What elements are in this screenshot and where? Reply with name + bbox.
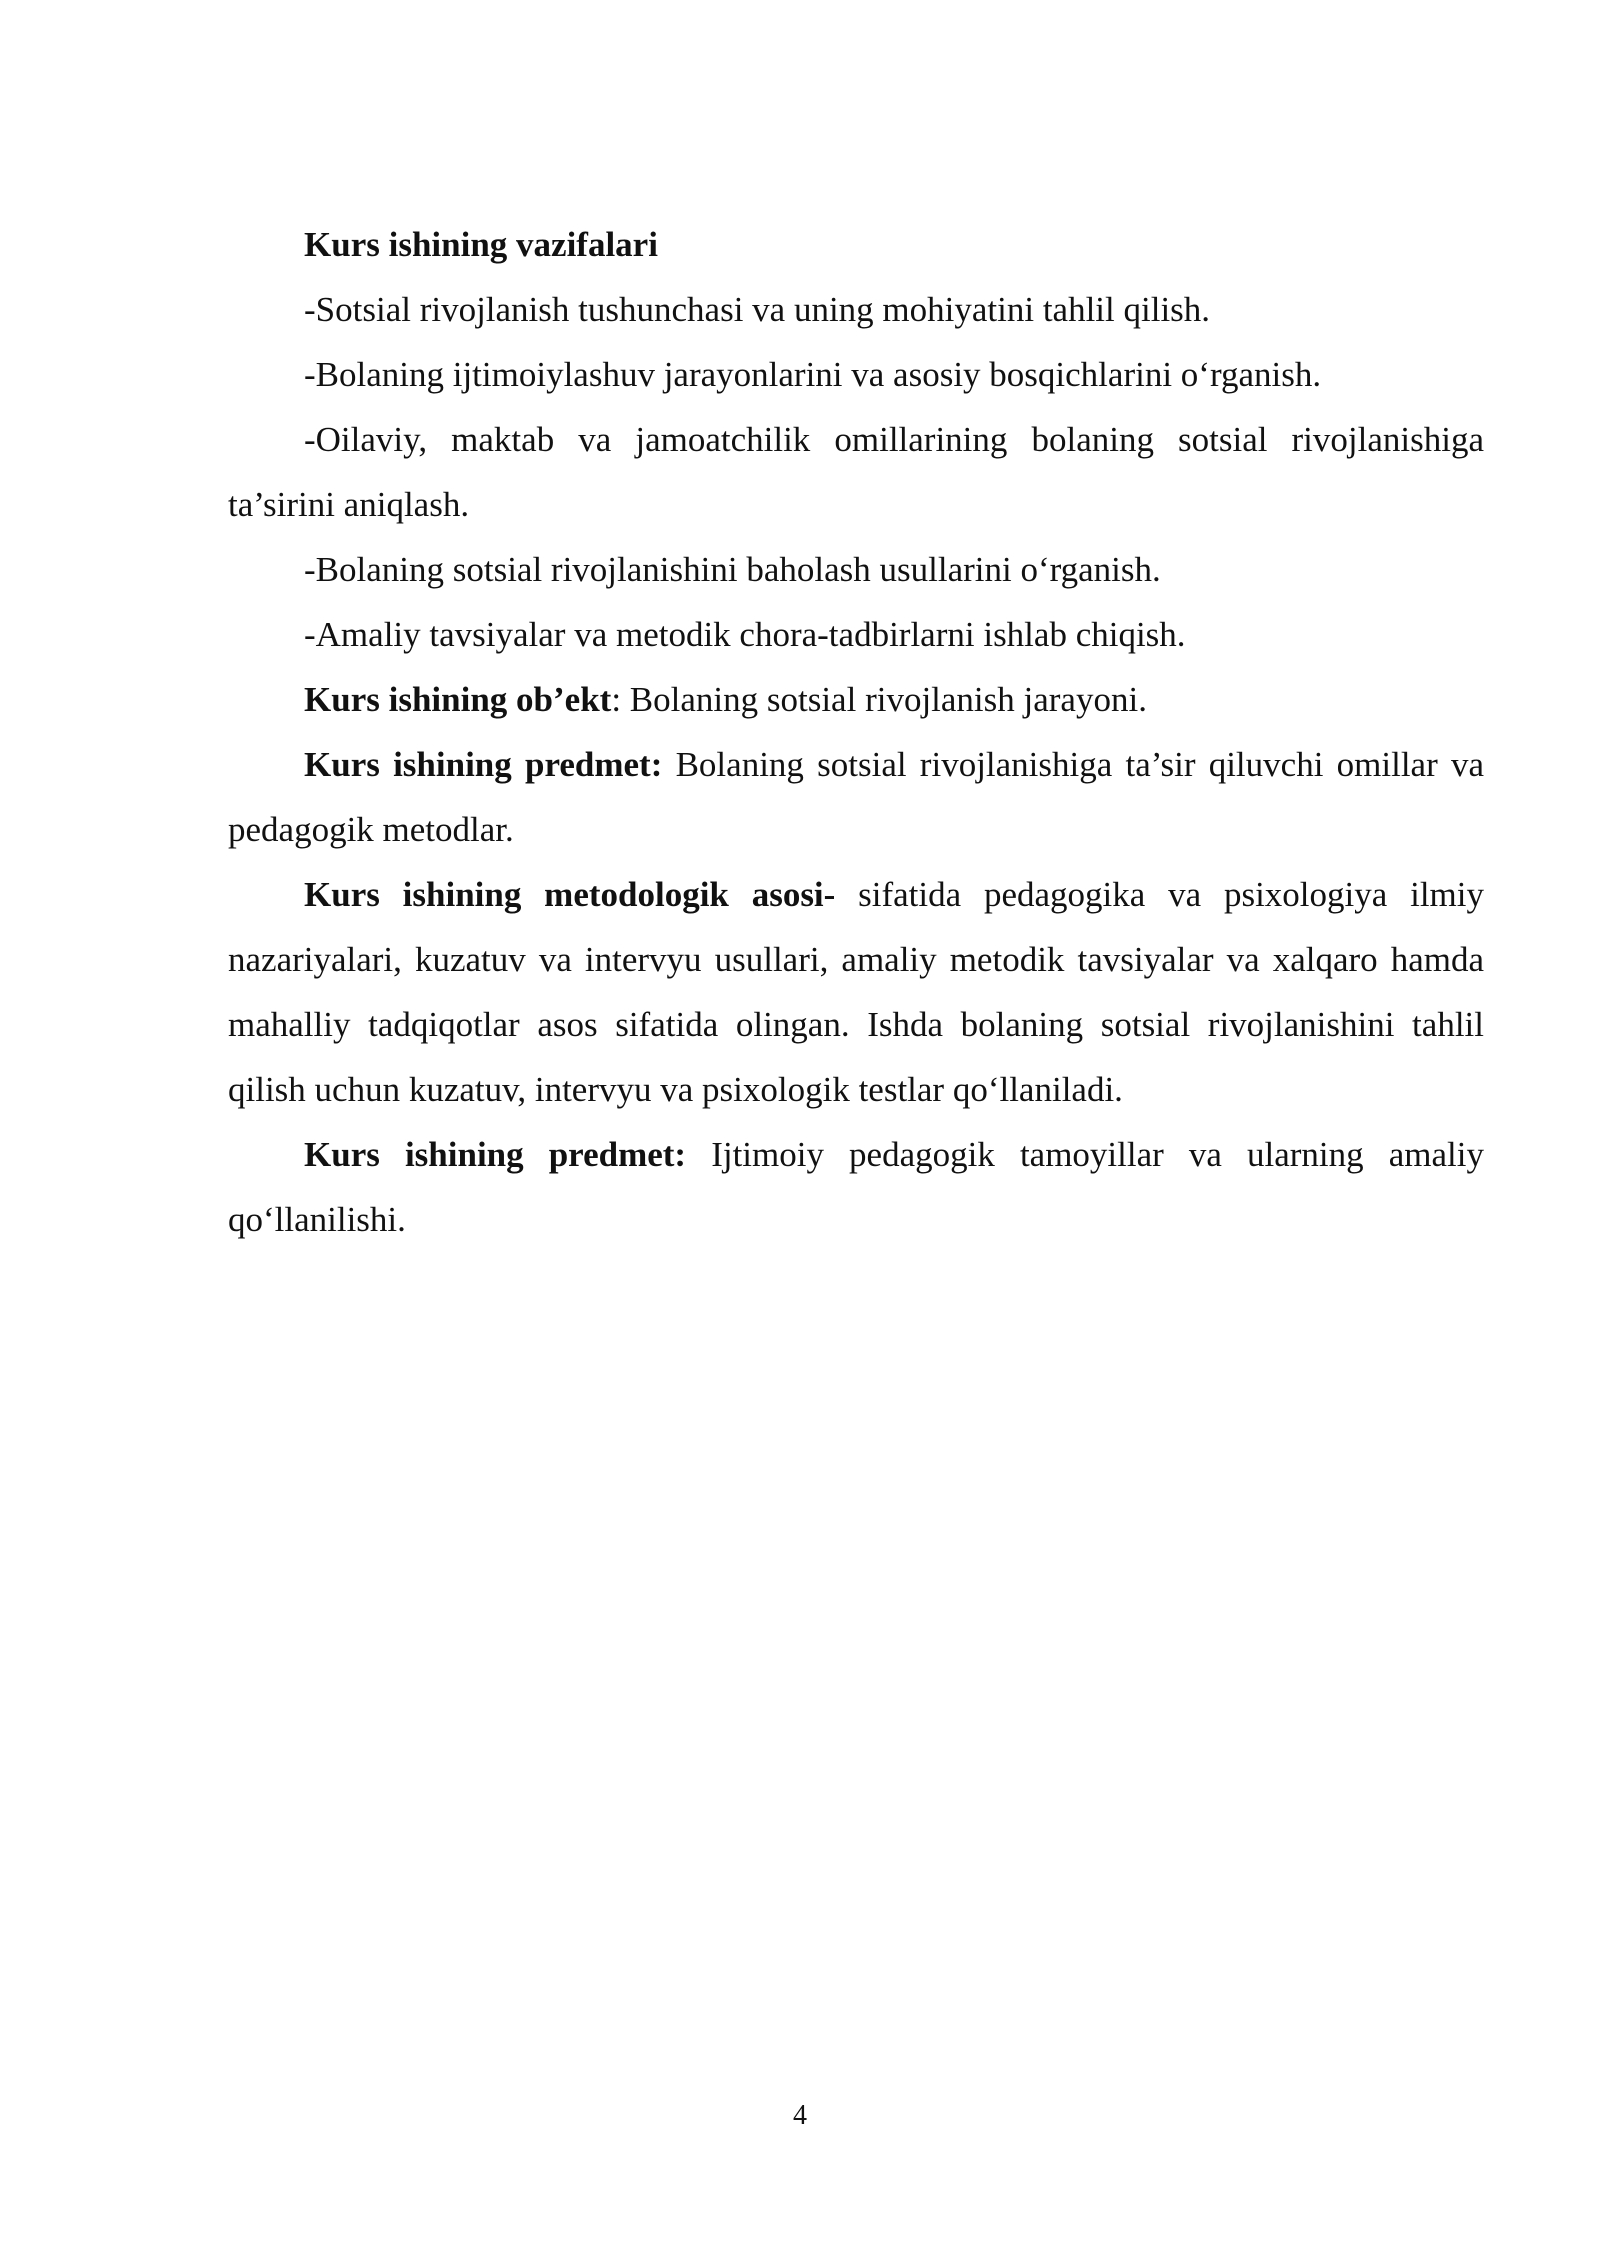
- subject-label: Kurs ishining predmet:: [304, 745, 663, 784]
- section-heading: Kurs ishining vazifalari: [304, 225, 658, 264]
- task-item: -Bolaning sotsial rivojlanishini baholash usullarini o‘rganish.: [304, 550, 1161, 589]
- page-number: 4: [793, 2100, 807, 2131]
- methodology-text: sifatida pedagogika va psixologiya ilmiy nazariyalari, kuzatuv va intervyu usullari, amaliy metodik tavsiyalar va xalqaro hamda mahalliy tadqiqotlar asos sifatida olingan. Ishda bolaning sotsial rivojlanishini tahlil qilish uchun kuzatuv, intervyu va psixologik testlar qo‘llaniladi.: [228, 875, 1484, 1109]
- subject-text-2: Ijtimoiy pedagogik tamoyillar va ularning amaliy qo‘llanilishi.: [228, 1135, 1484, 1239]
- task-item: -Sotsial rivojlanish tushunchasi va uning mohiyatini tahlil qilish.: [304, 290, 1211, 329]
- methodology-paragraph: [228, 862, 1484, 1122]
- object-text: : Bolaning sotsial rivojlanish jarayoni.: [611, 680, 1147, 719]
- document-body: [228, 212, 1484, 1252]
- object-label: Kurs ishining ob’ekt: [304, 680, 612, 719]
- task-item: -Oilaviy, maktab va jamoatchilik omillarining bolaning sotsial rivojlanishiga ta’sirini aniqlash.: [228, 420, 1484, 524]
- task-item: -Amaliy tavsiyalar va metodik chora-tadbirlarni ishlab chiqish.: [304, 615, 1186, 654]
- subject-text: Bolaning sotsial rivojlanishiga ta’sir qiluvchi omillar va pedagogik metodlar.: [228, 745, 1484, 849]
- task-item: -Bolaning ijtimoiylashuv jarayonlarini va asosiy bosqichlarini o‘rganish.: [304, 355, 1322, 394]
- subject-paragraph-2: [228, 1122, 1484, 1252]
- subject-label-2: Kurs ishining predmet:: [304, 1135, 687, 1174]
- subject-paragraph: [228, 732, 1484, 862]
- methodology-label: Kurs ishining metodologik asosi-: [304, 875, 836, 914]
- object-paragraph: [228, 667, 1484, 732]
